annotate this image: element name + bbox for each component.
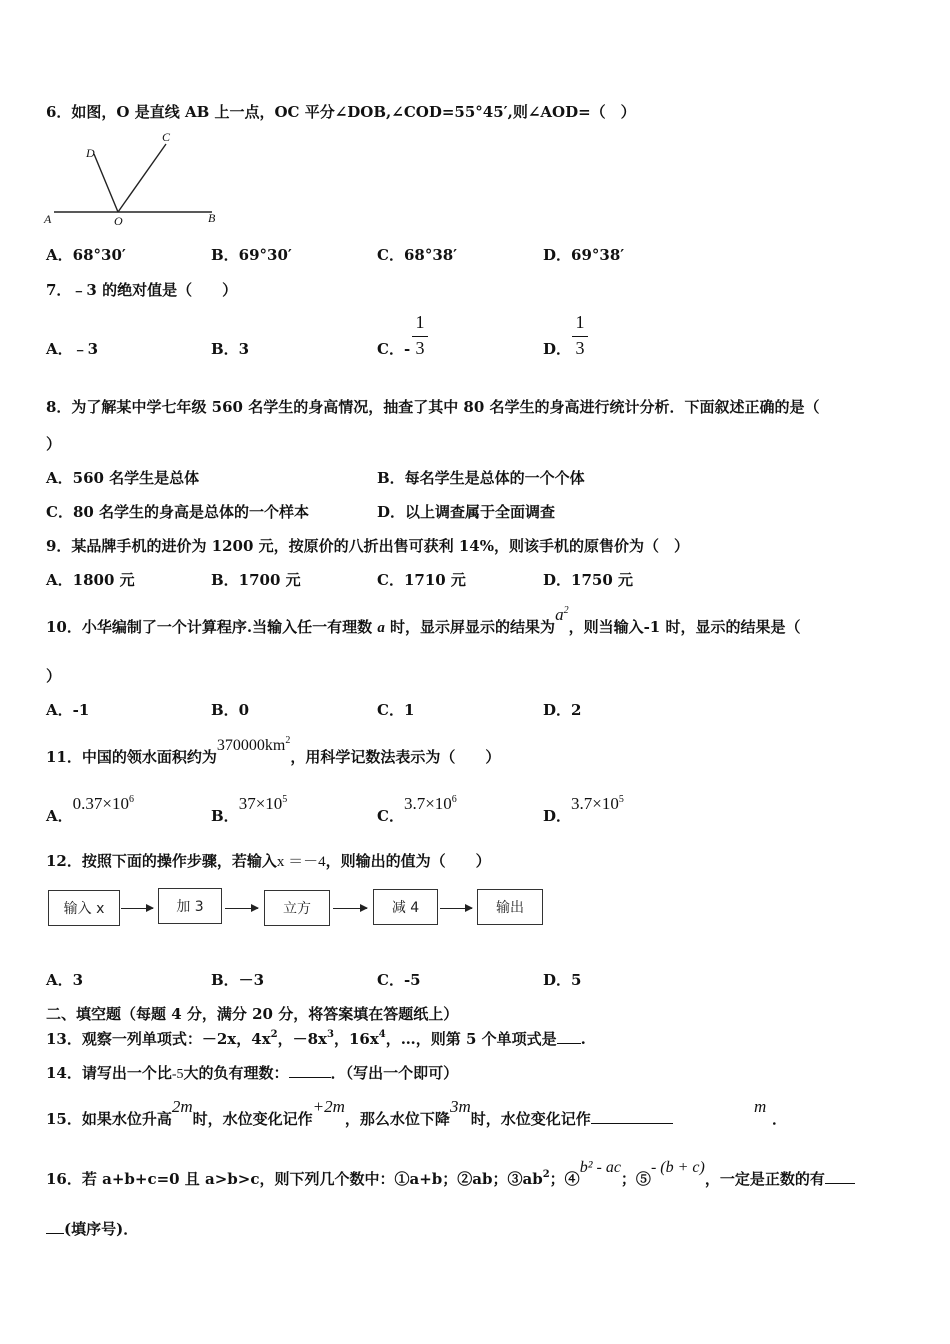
q15-stem-a: 15．如果水位升高 xyxy=(46,1110,172,1128)
q11-value-b xyxy=(239,794,288,813)
label-a: A xyxy=(44,212,52,226)
q11-area-exp: 2 xyxy=(285,735,291,746)
q9-option-a: A．1800 元 xyxy=(46,571,135,589)
q15-stem xyxy=(46,1097,673,1129)
flow-arrow-1 xyxy=(121,908,153,909)
q6-option-a: A．68°30′ xyxy=(46,246,126,264)
q10-stem-a: 10．小华编制了一个计算程序.当输入任一有理数 xyxy=(46,618,378,636)
q14-number: -5 xyxy=(171,1067,184,1082)
q7-d-denominator: 3 xyxy=(575,338,585,358)
q12-option-a: A．3 xyxy=(46,971,84,989)
label-o: O xyxy=(114,214,123,228)
flow-input-box: 输入 x xyxy=(48,890,120,926)
q8-stem-cont: ） xyxy=(46,435,62,453)
q6-option-c: C．68°38′ xyxy=(377,246,458,264)
q12-stem-a: 12．按照下面的操作步骤，若输入 xyxy=(46,852,277,870)
q11-label-b: B． xyxy=(211,807,239,825)
q9-option-b: B．1700 元 xyxy=(211,571,301,589)
q12-option-b: B．－3 xyxy=(211,971,265,989)
q11-value-c-base: 3.7×10 xyxy=(403,794,452,813)
q11-value-d-base: 3.7×10 xyxy=(571,794,619,813)
q14-stem xyxy=(46,1063,458,1085)
q7-c-denominator: 3 xyxy=(415,338,425,358)
q14-stem-a: 14．请写出一个比 xyxy=(46,1064,172,1082)
q7-stem: 7．﹣3 的绝对值是（ ） xyxy=(46,281,238,299)
q8-option-d: D．以上调查属于全面调查 xyxy=(377,503,556,521)
q11-label-d: D． xyxy=(543,807,572,825)
q13-exp-3: 4 xyxy=(378,1029,386,1040)
q16-expr-5: - (b + c) xyxy=(650,1159,705,1176)
q11-value-a-exp: 6 xyxy=(128,794,134,805)
q14-stem-c: ．（写出一个即可） xyxy=(330,1064,459,1082)
label-d: D xyxy=(86,146,95,160)
q11-area-value: 370000km xyxy=(216,737,286,754)
q9-stem: 9．某品牌手机的进价为 1200 元，按原价的八折出售可获利 14%，则该手机的原售价为（ ） xyxy=(46,537,689,555)
q11-value-d-exp: 5 xyxy=(618,794,624,805)
q12-option-d: D．5 xyxy=(543,971,582,989)
q13-answer-blank[interactable] xyxy=(557,1029,581,1044)
q9-option-c: C．1710 元 xyxy=(377,571,466,589)
q8-option-a: A．560 名学生是总体 xyxy=(46,469,200,487)
q12-expr: x ＝－4 xyxy=(276,854,326,870)
q11-value-c-exp: 6 xyxy=(451,794,457,805)
q10-option-b: B．0 xyxy=(211,701,250,719)
q16-stem xyxy=(46,1159,855,1192)
flow-add3-box: 加 3 xyxy=(158,888,222,924)
flow-arrow-4 xyxy=(440,908,472,909)
q11-label-c: C． xyxy=(377,807,404,825)
q16-answer-blank-cont[interactable] xyxy=(46,1219,64,1234)
q16-stem-cont xyxy=(46,1219,138,1239)
q6-stem: 6．如图，O 是直线 AB 上一点，OC 平分∠DOB,∠COD=55°45′,则∠AOD=（ ） xyxy=(46,103,636,121)
q15-stem-d: 时，水位变化记作 xyxy=(470,1110,591,1128)
q11-stem-b: ，用科学记数法表示为（ ） xyxy=(290,748,501,766)
q15-expr-2: +2m xyxy=(312,1097,345,1116)
q10-option-c: C．1 xyxy=(377,701,415,719)
q15-answer-blank[interactable] xyxy=(591,1109,673,1124)
q11-value-a xyxy=(73,794,134,813)
q10-var: a xyxy=(377,620,385,636)
flow-sub4-box: 减 4 xyxy=(373,889,438,925)
flow-cube-box: 立方 xyxy=(264,890,330,926)
q13-stem-b: ，－8x xyxy=(277,1030,327,1048)
q10-expr xyxy=(555,605,569,624)
flow-arrow-3 xyxy=(333,908,367,909)
q6-option-d: D．69°38′ xyxy=(543,246,625,264)
q7-d-fraction-bar xyxy=(572,336,588,337)
label-b: B xyxy=(208,211,216,225)
q15-unit: m xyxy=(754,1097,767,1116)
q11-stem-a: 11．中国的领水面积约为 xyxy=(46,748,217,766)
q16-stem-b: ；④ xyxy=(549,1170,580,1188)
q6-option-b: B．69°30′ xyxy=(211,246,292,264)
q16-stem-d: ，一定是正数的有 xyxy=(704,1170,825,1188)
q8-stem: 8．为了解某中学七年级 560 名学生的身高情况，抽查了其中 80 名学生的身高进行统计分析．下面叙述正确的是（ xyxy=(46,398,820,416)
q13-exp-1: 2 xyxy=(270,1029,278,1040)
q11-value-d xyxy=(571,794,624,813)
q9-option-d: D．1750 元 xyxy=(543,571,633,589)
q12-option-c: C．-5 xyxy=(377,971,421,989)
q15-stem-end: ． xyxy=(772,1110,788,1128)
q16-answer-blank[interactable] xyxy=(825,1169,855,1184)
q13-stem xyxy=(46,1029,586,1052)
q12-stem xyxy=(46,851,491,872)
q12-stem-b: ，则输出的值为（ ） xyxy=(325,852,491,870)
q16-exp-1: 2 xyxy=(542,1169,550,1180)
q13-stem-e: . xyxy=(580,1030,586,1048)
q11-value-b-exp: 5 xyxy=(282,794,288,805)
angle-diagram-svg xyxy=(44,130,224,230)
q11-value-a-base: 0.37×10 xyxy=(72,794,129,813)
q7-c-fraction-bar xyxy=(412,336,428,337)
section-2-heading: 二、填空题（每题 4 分，满分 20 分，将答案填在答题纸上） xyxy=(46,1005,459,1023)
q10-expr-base: a xyxy=(555,605,564,624)
q7-c-numerator: 1 xyxy=(415,312,425,332)
q10-stem-c: ，则当输入-1 时，显示的结果是（ xyxy=(568,618,801,636)
q13-stem-c: ，16x xyxy=(333,1030,379,1048)
q11-area xyxy=(217,737,290,754)
q16-stem-cont-text: (填序号)． xyxy=(64,1220,139,1238)
q11-stem xyxy=(46,735,501,770)
q10-option-a: A．-1 xyxy=(46,701,90,719)
q10-stem xyxy=(46,605,801,640)
q16-stem-c: ；⑤ xyxy=(620,1170,651,1188)
q11-value-b-base: 37×10 xyxy=(238,794,283,813)
q16-stem-a: 16．若 a+b+c=0 且 a>b>c，则下列几个数中：①a+b；②ab；③ab xyxy=(46,1170,543,1188)
label-c: C xyxy=(162,130,171,144)
q8-option-b: B．每名学生是总体的一个个体 xyxy=(377,469,585,487)
flow-output-box: 输出 xyxy=(477,889,543,925)
q7-option-d: D． xyxy=(543,340,572,358)
q13-exp-2: 3 xyxy=(327,1029,334,1040)
q14-stem-b: 大的负有理数： xyxy=(183,1064,289,1082)
flow-arrow-2 xyxy=(225,908,258,909)
q7-option-b: B．3 xyxy=(211,340,250,358)
q7-d-numerator: 1 xyxy=(575,312,585,332)
q10-expr-exp: 2 xyxy=(563,605,569,616)
q13-stem-a: 13．观察一列单项式：－2x，4x xyxy=(46,1030,271,1048)
q15-stem-b: 时，水位变化记作 xyxy=(192,1110,313,1128)
q7-option-c: C．- xyxy=(377,340,411,358)
q10-stem-cont: ） xyxy=(46,667,62,685)
q10-option-d: D．2 xyxy=(543,701,582,719)
q7-option-a: A．﹣3 xyxy=(46,340,99,358)
angle-diagram xyxy=(44,130,224,230)
q10-stem-b: 时，显示屏显示的结果为 xyxy=(384,618,556,636)
q11-label-a: A． xyxy=(46,807,73,825)
q13-stem-d: ，…，则第 5 个单项式是 xyxy=(385,1030,557,1048)
q16-expr-4: b² - ac xyxy=(579,1159,621,1176)
q15-stem-c: ，那么水位下降 xyxy=(344,1110,450,1128)
q11-value-c xyxy=(404,794,457,813)
q14-answer-blank[interactable] xyxy=(289,1063,331,1078)
q15-expr-1: 2m xyxy=(171,1097,193,1116)
q15-expr-3: 3m xyxy=(449,1097,471,1116)
q8-option-c: C．80 名学生的身高是总体的一个样本 xyxy=(46,503,310,521)
